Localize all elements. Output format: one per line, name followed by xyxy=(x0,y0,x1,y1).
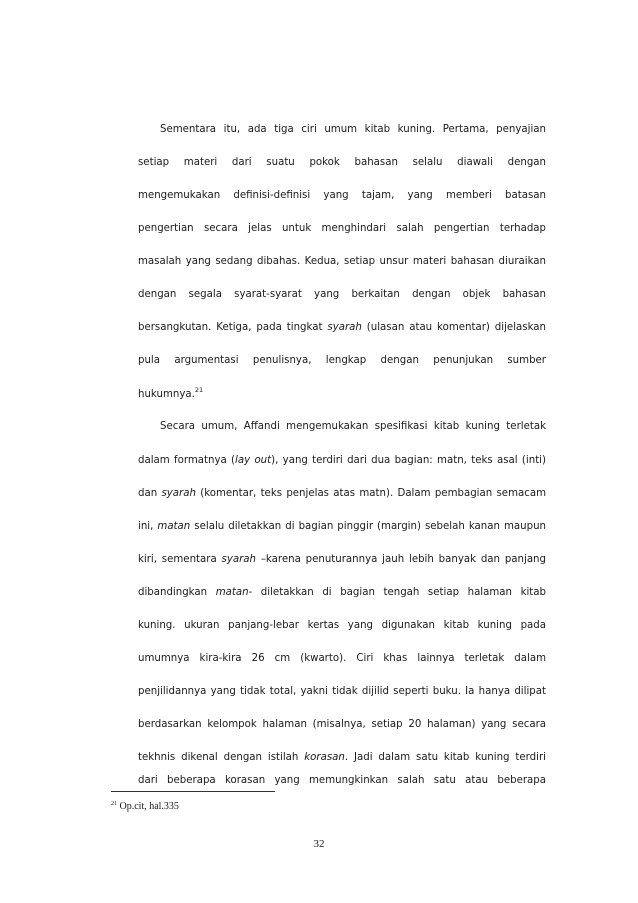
italic-term: syarah xyxy=(221,554,256,565)
footnote-number: 21 xyxy=(111,801,117,807)
italic-term: matan xyxy=(157,521,191,532)
text-line: pula argumentasi penulisnya, lengkap dengan penunjukan sumber xyxy=(138,355,546,366)
text-line: Sementara itu, ada tiga ciri umum kitab kuning. Pertama, penyajian xyxy=(160,124,546,135)
text-line: dalam formatnya (lay out), yang terdiri dari dua bagian: matn, teks asal (inti) xyxy=(138,455,546,466)
text-line: umumnya kira-kira 26 cm (kwarto). Ciri khas lainnya terletak dalam xyxy=(138,653,546,664)
footnote-ref[interactable]: 21 xyxy=(194,386,204,394)
text-line: tekhnis dikenal dengan istilah korasan. Jadi dalam satu kitab kuning terdiri xyxy=(138,752,546,763)
text-line: mengemukakan definisi-definisi yang tajam, yang memberi batasan xyxy=(138,190,546,201)
text-line: berdasarkan kelompok halaman (misalnya, setiap 20 halaman) yang secara xyxy=(138,719,546,730)
text-line: penjilidannya yang tidak total, yakni tidak dijilid seperti buku. Ia hanya dilipat xyxy=(138,686,546,697)
text-line: dibandingkan matan- diletakkan di bagian tengah setiap halaman kitab xyxy=(138,587,547,598)
text-line: hukumnya.$^{21}$ xyxy=(138,386,204,400)
text-line: pengertian secara jelas untuk menghindari salah pengertian terhadap xyxy=(138,223,546,234)
footnote-text: Op.cit, hal.335 xyxy=(119,801,179,812)
footnote-separator xyxy=(111,791,275,792)
italic-term: korasan xyxy=(304,752,345,763)
footnote xyxy=(111,800,179,814)
text-line: dengan segala syarat-syarat yang berkaitan dengan objek bahasan xyxy=(138,289,546,300)
page-number: 32 xyxy=(313,838,325,850)
text-line: setiap materi dari suatu pokok bahasan selalu diawali dengan xyxy=(138,157,546,168)
text-line: masalah yang sedang dibahas. Kedua, setiap unsur materi bahasan diuraikan xyxy=(138,256,546,267)
text-line: kiri, sementara syarah –karena penuturannya jauh lebih banyak dan panjang xyxy=(138,554,546,565)
italic-term: syarah xyxy=(161,488,196,499)
text-line: Secara umum, Affandi mengemukakan spesifikasi kitab kuning terletak xyxy=(160,421,546,432)
italic-term: syarah xyxy=(327,322,362,333)
text-line: bersangkutan. Ketiga, pada tingkat syarah (ulasan atau komentar) dijelaskan xyxy=(138,322,546,333)
text-line: dan syarah (komentar, teks penjelas atas matn). Dalam pembagian semacam xyxy=(138,488,547,499)
text-line: kuning. ukuran panjang-lebar kertas yang digunakan kitab kuning pada xyxy=(138,620,546,631)
text-line: dari beberapa korasan yang memungkinkan salah satu atau beberapa xyxy=(138,775,546,786)
italic-term: lay out xyxy=(235,455,272,466)
text-line: ini, matan selalu diletakkan di bagian pinggir (margin) sebelah kanan maupun xyxy=(138,521,546,532)
italic-term: matan- xyxy=(215,587,253,598)
